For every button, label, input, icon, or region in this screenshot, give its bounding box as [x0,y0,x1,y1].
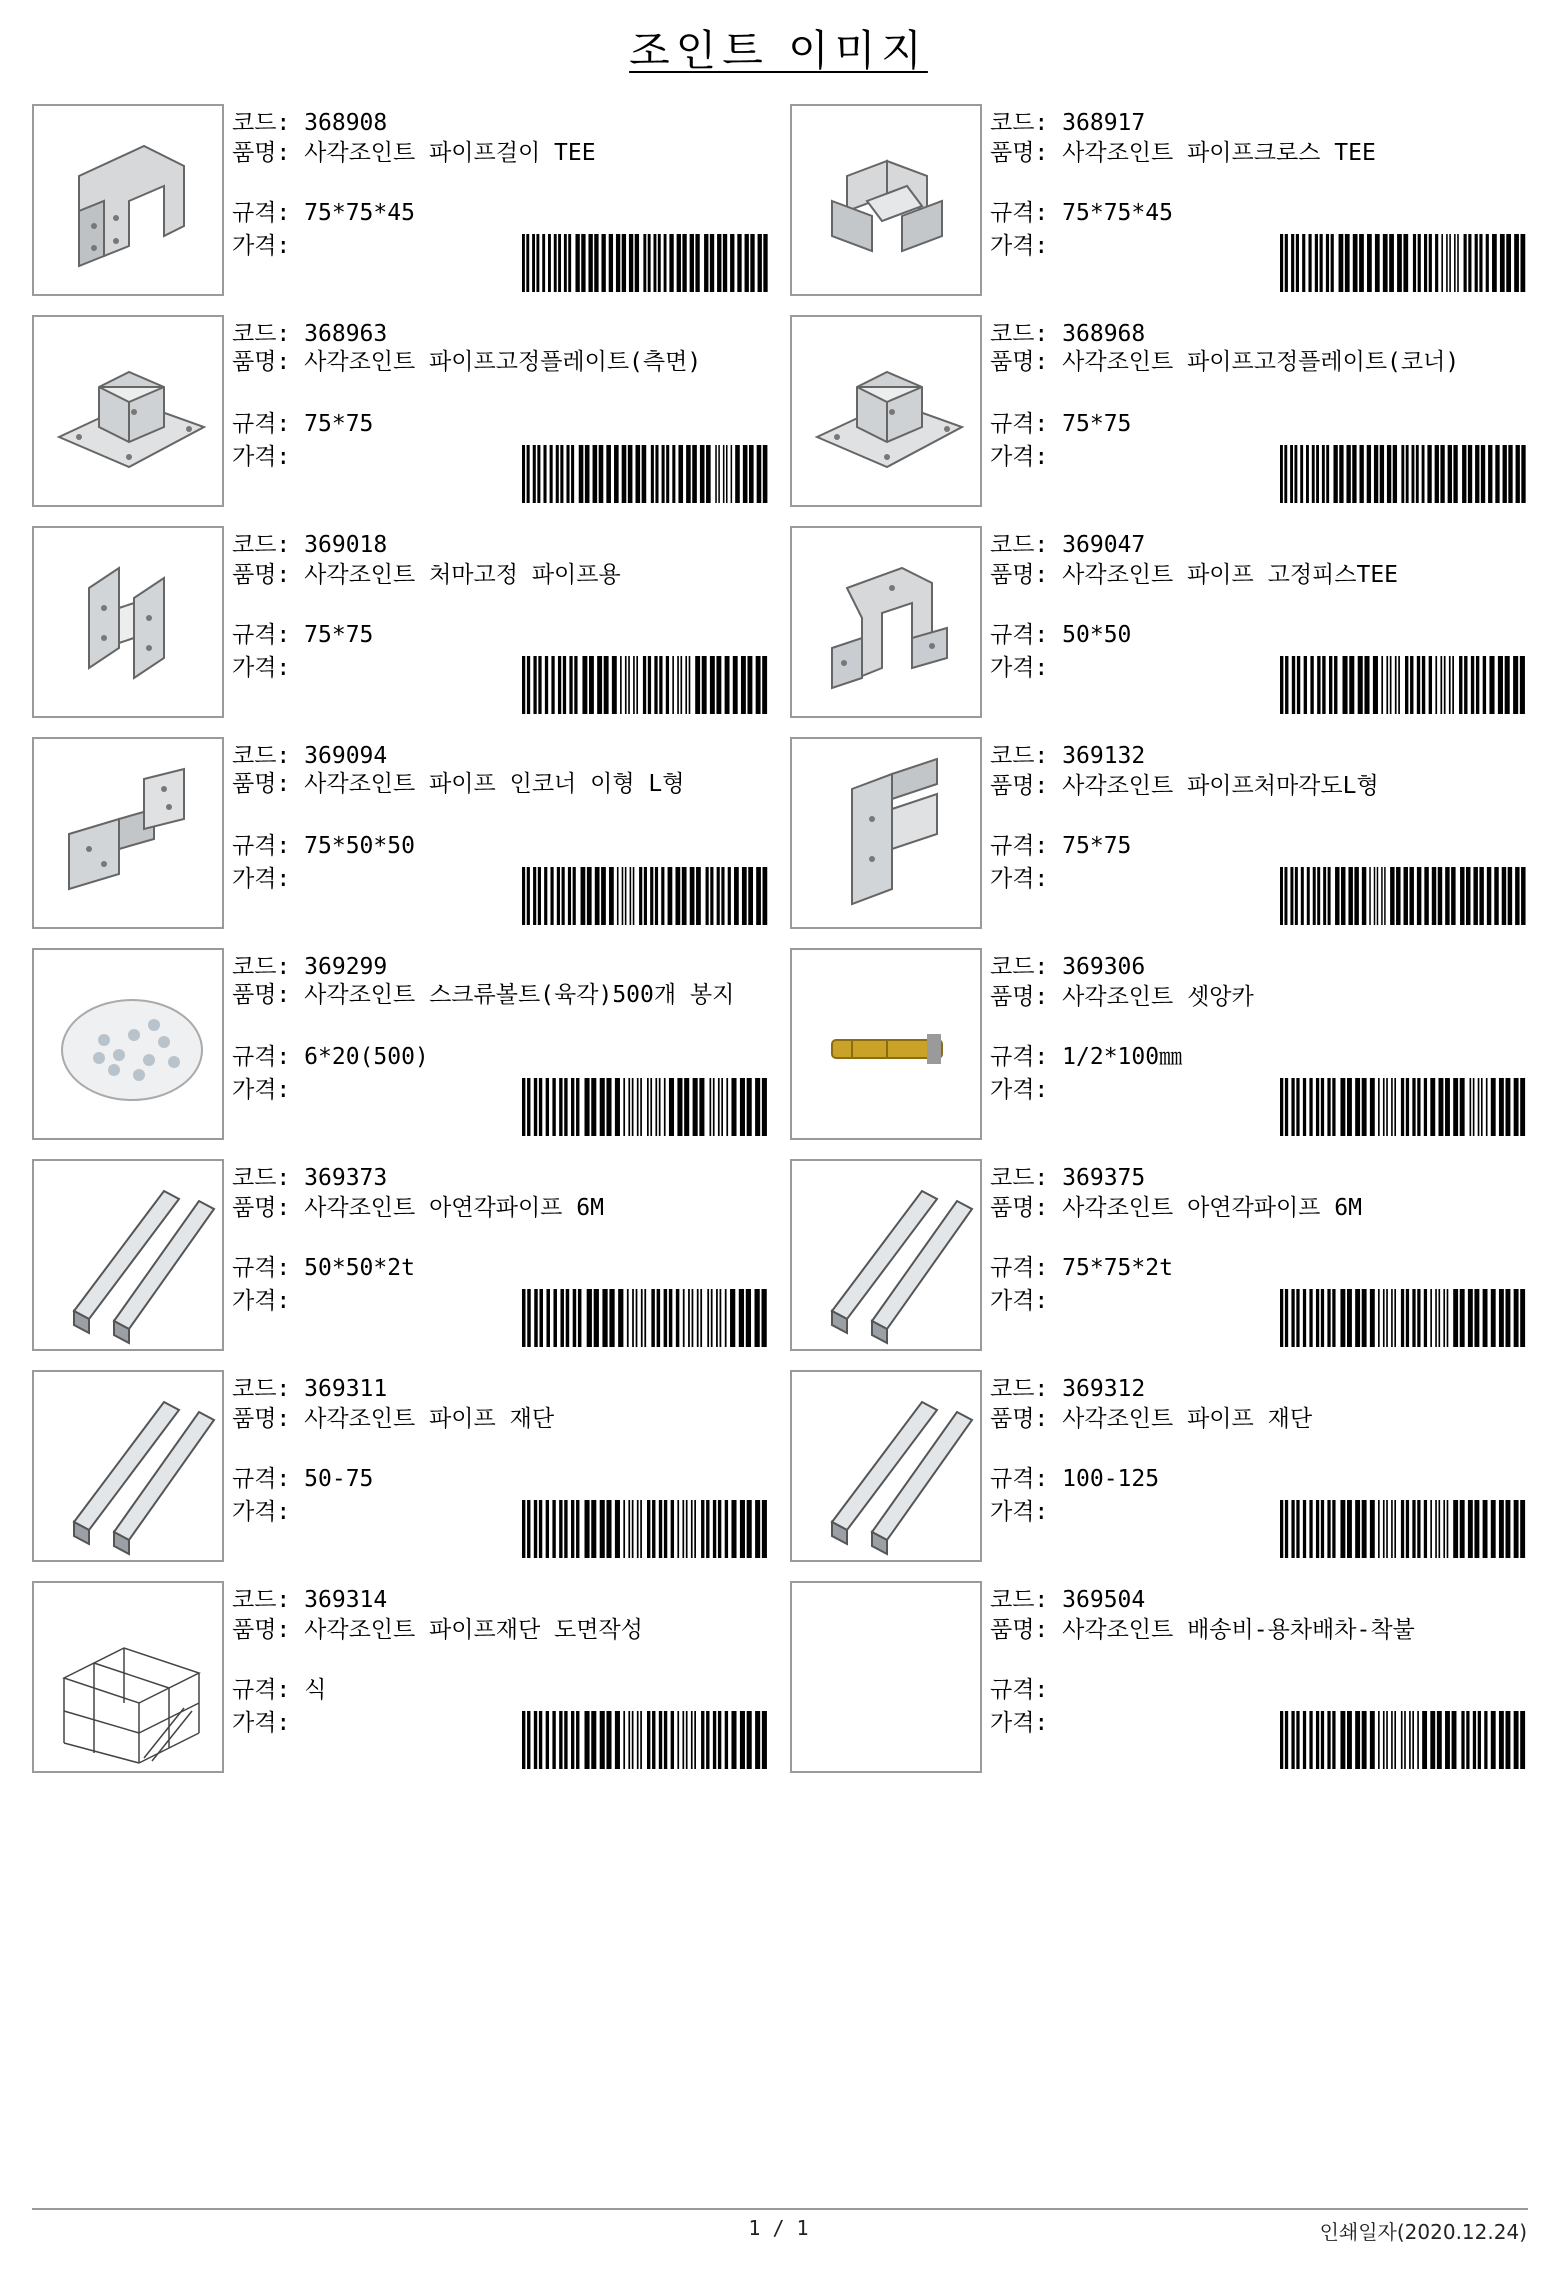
spec-row [990,1464,1159,1494]
product-spec: 75*75 [1062,833,1132,859]
product-name: 사각조인트 파이프고정플레이트(코너) [1062,349,1460,375]
code-label: 코드: [232,321,291,347]
name-label: 품명: [232,562,291,588]
product-code: 369299 [304,954,388,980]
product-card [32,104,772,296]
price-row [232,653,290,683]
product-code: 369018 [304,532,388,558]
barcode [1280,1711,1530,1769]
spec-label: 규격: [232,200,291,226]
barcode [522,1289,772,1347]
product-image [32,737,224,929]
name-label: 품명: [990,984,1049,1010]
spec-row [990,1253,1173,1283]
product-name: 사각조인트 파이프재단 도면작성 [304,1617,643,1643]
price-label: 가격: [232,655,291,681]
spec-label: 규격: [232,1466,291,1492]
product-code: 368917 [1062,110,1146,136]
barcode [1280,234,1530,292]
spec-row [232,1253,415,1283]
name-label: 품명: [232,771,291,797]
name-row [990,1193,1362,1223]
l-bracket-icon [34,739,222,927]
code-label: 코드: [990,110,1049,136]
product-code: 369311 [304,1376,388,1402]
price-row [232,1286,290,1316]
barcode [1280,1500,1530,1558]
name-row [990,138,1376,168]
product-card [790,948,1530,1140]
code-label: 코드: [990,321,1049,347]
code-label: 코드: [990,532,1049,558]
spec-label: 규격: [232,833,291,859]
product-image [790,1159,982,1351]
code-label: 코드: [232,1376,291,1402]
price-label: 가격: [232,1499,291,1525]
spec-row [232,1042,429,1072]
code-label: 코드: [232,743,291,769]
base-plate-icon [792,317,980,505]
price-label: 가격: [232,1077,291,1103]
code-row [990,1163,1145,1193]
angle-bracket-icon [792,739,980,927]
name-row [990,1404,1312,1434]
code-label: 코드: [990,1587,1049,1613]
price-label: 가격: [232,444,291,470]
code-label: 코드: [232,1165,291,1191]
code-row [990,741,1145,771]
spec-row [232,198,415,228]
product-card [790,737,1530,929]
product-name: 사각조인트 파이프걸이 TEE [304,140,596,166]
barcode [1280,1078,1530,1136]
name-row [232,1193,604,1223]
product-image [790,104,982,296]
product-name: 사각조인트 파이프 고정피스TEE [1062,562,1399,588]
name-row [232,560,621,590]
barcode [522,445,772,503]
spec-label: 규격: [990,1044,1049,1070]
price-row [232,1075,290,1105]
product-name: 사각조인트 배송비-용차배차-착불 [1062,1617,1415,1643]
code-row [232,1374,387,1404]
barcode [522,656,772,714]
spec-label: 규격: [990,622,1049,648]
product-spec: 75*50*50 [304,833,415,859]
name-label: 품명: [232,1195,291,1221]
name-label: 품명: [232,140,291,166]
spec-label: 규격: [990,411,1049,437]
product-code: 369047 [1062,532,1146,558]
spec-label: 규격: [990,1466,1049,1492]
product-name: 사각조인트 파이프 재단 [304,1406,555,1432]
name-label: 품명: [990,1617,1049,1643]
code-row [232,530,387,560]
frame-drawing-icon [34,1583,222,1771]
name-label: 품명: [232,349,291,375]
name-label: 품명: [990,349,1049,375]
barcode [522,1078,772,1136]
product-code: 368968 [1062,321,1146,347]
spec-row [990,831,1131,861]
code-row [232,108,387,138]
spec-row [990,620,1131,650]
product-image [790,948,982,1140]
product-spec: 75*75*45 [304,200,415,226]
product-spec: 75*75*2t [1062,1255,1173,1281]
price-row [990,1708,1048,1738]
product-code: 369375 [1062,1165,1146,1191]
price-row [232,1708,290,1738]
product-image [790,315,982,507]
name-row [990,771,1379,801]
footer-divider [32,2208,1528,2210]
product-code: 369132 [1062,743,1146,769]
product-spec: 6*20(500) [304,1044,429,1070]
product-card [32,526,772,718]
product-code: 369312 [1062,1376,1146,1402]
square-pipe-icon [792,1372,980,1560]
product-card [32,948,772,1140]
spec-label: 규격: [990,833,1049,859]
product-image [32,1581,224,1773]
name-label: 품명: [990,1406,1049,1432]
product-spec: 75*75*45 [1062,200,1173,226]
price-label: 가격: [990,233,1049,259]
spec-row [990,1042,1182,1072]
price-label: 가격: [232,233,291,259]
barcode [522,1711,772,1769]
name-label: 품명: [990,562,1049,588]
product-code: 369094 [304,743,388,769]
price-row [990,231,1048,261]
name-label: 품명: [990,1195,1049,1221]
price-label: 가격: [990,1499,1049,1525]
barcode [1280,656,1530,714]
product-name: 사각조인트 셋앙카 [1062,984,1254,1010]
screw-bag-icon [34,950,222,1138]
spec-label: 규격: [232,411,291,437]
price-row [990,653,1048,683]
name-label: 품명: [990,773,1049,799]
product-name: 사각조인트 파이프 인코너 이형 L형 [304,771,685,797]
name-row [990,349,1510,375]
name-row [232,771,752,797]
price-row [990,1286,1048,1316]
spec-label: 규격: [232,1255,291,1281]
code-row [232,952,387,982]
product-image [790,526,982,718]
product-spec: 75*75 [304,411,374,437]
name-row [990,982,1254,1012]
spec-row [990,198,1173,228]
code-row [232,1585,387,1615]
name-label: 품명: [232,982,291,1008]
product-card [32,1370,772,1562]
spec-label: 규격: [232,622,291,648]
spec-row [232,1464,373,1494]
product-card [32,315,772,507]
product-spec: 100-125 [1062,1466,1160,1492]
price-row [990,1497,1048,1527]
spec-row [990,409,1131,439]
product-spec: 50*50 [1062,622,1132,648]
price-label: 가격: [990,655,1049,681]
name-row [232,349,752,375]
page-number: 1 / 1 [748,2216,809,2240]
product-spec: 75*75 [1062,411,1132,437]
product-code: 368963 [304,321,388,347]
product-spec: 1/2*100㎜ [1062,1044,1183,1070]
product-code: 369504 [1062,1587,1146,1613]
price-row [232,231,290,261]
product-name: 사각조인트 스크류볼트(육각)500개 봉지 [304,982,735,1008]
product-code: 369314 [304,1587,388,1613]
page-title: 조인트 이미지 [629,26,928,75]
price-row [990,864,1048,894]
price-label: 가격: [232,1710,291,1736]
price-label: 가격: [990,1077,1049,1103]
square-pipe-icon [792,1161,980,1349]
code-label: 코드: [990,1376,1049,1402]
barcode [1280,867,1530,925]
product-image [32,1370,224,1562]
name-row [990,1615,1415,1645]
price-label: 가격: [990,1288,1049,1314]
code-row [990,530,1145,560]
barcode [522,867,772,925]
product-spec: 75*75 [304,622,374,648]
cross-bracket-icon [792,106,980,294]
product-card [790,1370,1530,1562]
product-image [32,104,224,296]
name-row [232,982,752,1008]
name-row [232,1615,643,1645]
spec-label: 규격: [990,200,1049,226]
price-row [232,864,290,894]
price-row [990,1075,1048,1105]
product-image [790,1370,982,1562]
name-label: 품명: [232,1617,291,1643]
product-name: 사각조인트 파이프크로스 TEE [1062,140,1376,166]
code-row [990,1374,1145,1404]
name-row [232,1404,554,1434]
spec-row [990,1675,1048,1705]
product-code: 368908 [304,110,388,136]
spec-row [232,1675,326,1705]
code-row [232,741,387,771]
product-image [32,526,224,718]
product-name: 사각조인트 아연각파이프 6M [1062,1195,1362,1221]
code-label: 코드: [232,1587,291,1613]
code-label: 코드: [990,1165,1049,1191]
code-row [990,1585,1145,1615]
barcode [522,1500,772,1558]
spec-label: 규격: [990,1255,1049,1281]
spec-row [232,409,373,439]
code-row [232,1163,387,1193]
price-label: 가격: [232,1288,291,1314]
product-image [790,1581,982,1773]
square-pipe-icon [34,1372,222,1560]
name-row [232,138,596,168]
code-row [990,108,1145,138]
product-spec: 식 [304,1677,327,1703]
product-card [32,1581,772,1773]
product-name: 사각조인트 아연각파이프 6M [304,1195,604,1221]
spec-label: 규격: [990,1677,1049,1703]
product-card [790,1581,1530,1773]
product-image [32,1159,224,1351]
spec-row [232,620,373,650]
code-row [990,319,1145,349]
name-label: 품명: [232,1406,291,1432]
code-row [232,319,387,349]
code-label: 코드: [232,954,291,980]
price-label: 가격: [990,444,1049,470]
square-pipe-icon [34,1161,222,1349]
product-image [32,948,224,1140]
barcode [522,234,772,292]
product-card [790,1159,1530,1351]
product-name: 사각조인트 파이프처마각도L형 [1062,773,1379,799]
price-label: 가격: [990,1710,1049,1736]
eave-bracket-icon [34,528,222,716]
name-label: 품명: [990,140,1049,166]
product-code: 369306 [1062,954,1146,980]
barcode [1280,445,1530,503]
tee-bracket-icon [34,106,222,294]
product-card [790,104,1530,296]
price-row [232,1497,290,1527]
product-name: 사각조인트 처마고정 파이프용 [304,562,621,588]
product-image [32,315,224,507]
price-row [232,442,290,472]
anchor-bolt-icon [792,950,980,1138]
product-card [32,1159,772,1351]
code-label: 코드: [232,532,291,558]
price-label: 가격: [990,866,1049,892]
price-row [990,442,1048,472]
print-date: 인쇄일자(2020.12.24) [1319,2220,1527,2244]
name-row [990,560,1398,590]
product-image [790,737,982,929]
price-label: 가격: [232,866,291,892]
product-card [790,526,1530,718]
base-plate-icon [34,317,222,505]
product-name: 사각조인트 파이프고정플레이트(측면) [304,349,702,375]
product-spec: 50-75 [304,1466,374,1492]
spec-row [232,831,415,861]
spec-label: 규격: [232,1044,291,1070]
product-card [32,737,772,929]
barcode [1280,1289,1530,1347]
product-spec: 50*50*2t [304,1255,415,1281]
code-label: 코드: [990,743,1049,769]
product-code: 369373 [304,1165,388,1191]
code-label: 코드: [990,954,1049,980]
product-card [790,315,1530,507]
code-row [990,952,1145,982]
spec-label: 규격: [232,1677,291,1703]
u-bracket-icon [792,528,980,716]
code-label: 코드: [232,110,291,136]
product-name: 사각조인트 파이프 재단 [1062,1406,1313,1432]
